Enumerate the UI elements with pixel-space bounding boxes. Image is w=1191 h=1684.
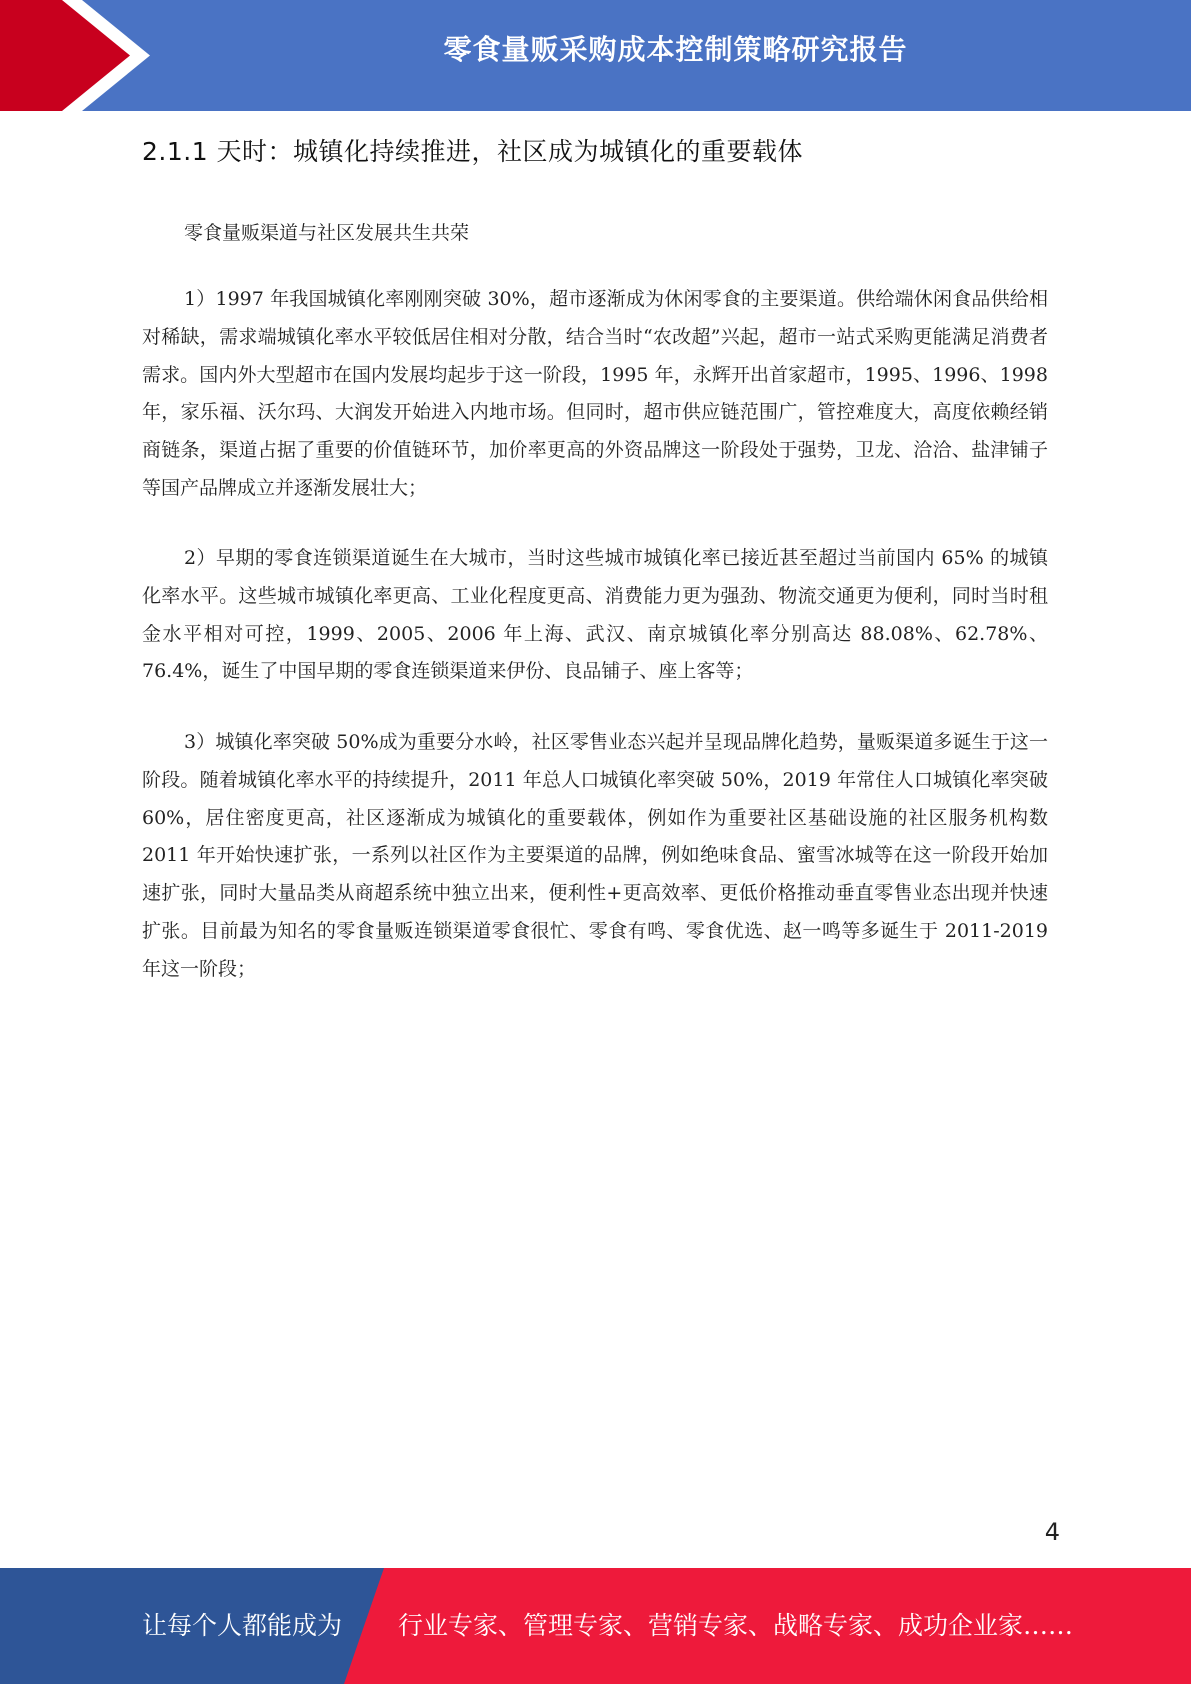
paragraph-3: 3）城镇化率突破 50%成为重要分水岭，社区零售业态兴起并呈现品牌化趋势，量贩渠道多诞生于这一阶段。随着城镇化率水平的持续提升，2011 年总人口城镇化率突破 50%，2019 年常住人口城镇化率突破 60%，居住密度更高，社区逐渐成为城镇化的重要载体，例如作为重要社区基础设施的社区服务机构数 2011 年开始快速扩张，一系列以社区作为主要渠道的品牌，例如绝味食品、蜜雪冰城等在这一阶段开始加速扩张，同时大量品类从商超系统中独立出来，便利性+更高效率、更低价格推动垂直零售业态出现并快速扩张。目前最为知名的零食量贩连锁渠道零食很忙、零食有鸣、零食优选、赵一鸣等多诞生于 2011-2019 年这一阶段；: [142, 731, 1048, 980]
page-number: 4: [1044, 1518, 1060, 1546]
section-subtitle: 零食量贩渠道与社区发展共生共荣: [184, 222, 470, 244]
header-chevron-icon: [0, 0, 150, 111]
paragraph-1: 1）1997 年我国城镇化率刚刚突破 30%，超市逐渐成为休闲零食的主要渠道。供给端休闲食品供给相对稀缺，需求端城镇化率水平较低居住相对分散，结合当时“农改超”兴起，超市一站式采购更能满足消费者需求。国内外大型超市在国内发展均起步于这一阶段，1995 年，永辉开出首家超市，1995、1996、1998 年，家乐福、沃尔玛、大润发开始进入内地市场。但同时，超市供应链范围广，管控难度大，高度依赖经销商链条，渠道占据了重要的价值链环节，加价率更高的外资品牌这一阶段处于强势，卫龙、洽洽、盐津铺子等国产品牌成立并逐渐发展壮大；: [142, 288, 1048, 499]
section-heading: 2.1.1 天时：城镇化持续推进，社区成为城镇化的重要载体: [142, 137, 804, 166]
footer-slogan-left: 让每个人都能成为: [142, 1611, 343, 1640]
report-title: 零食量贩采购成本控制策略研究报告: [443, 33, 908, 66]
page-footer: [0, 1568, 1191, 1684]
footer-slogan-right: 行业专家、管理专家、营销专家、战略专家、成功企业家……: [398, 1611, 1074, 1640]
chevron-red-fill: [0, 0, 130, 111]
page-header: [0, 0, 1191, 111]
paragraph-2: 2）早期的零食连锁渠道诞生在大城市，当时这些城市城镇化率已接近甚至超过当前国内 65% 的城镇化率水平。这些城市城镇化率更高、工业化程度更高、消费能力更为强劲、物流交通更为便利，同时当时租金水平相对可控，1999、2005、2006 年上海、武汉、南京城镇化率分别高达 88.08%、62.78%、76.4%，诞生了中国早期的零食连锁渠道来伊份、良品铺子、座上客等；: [142, 547, 1048, 683]
